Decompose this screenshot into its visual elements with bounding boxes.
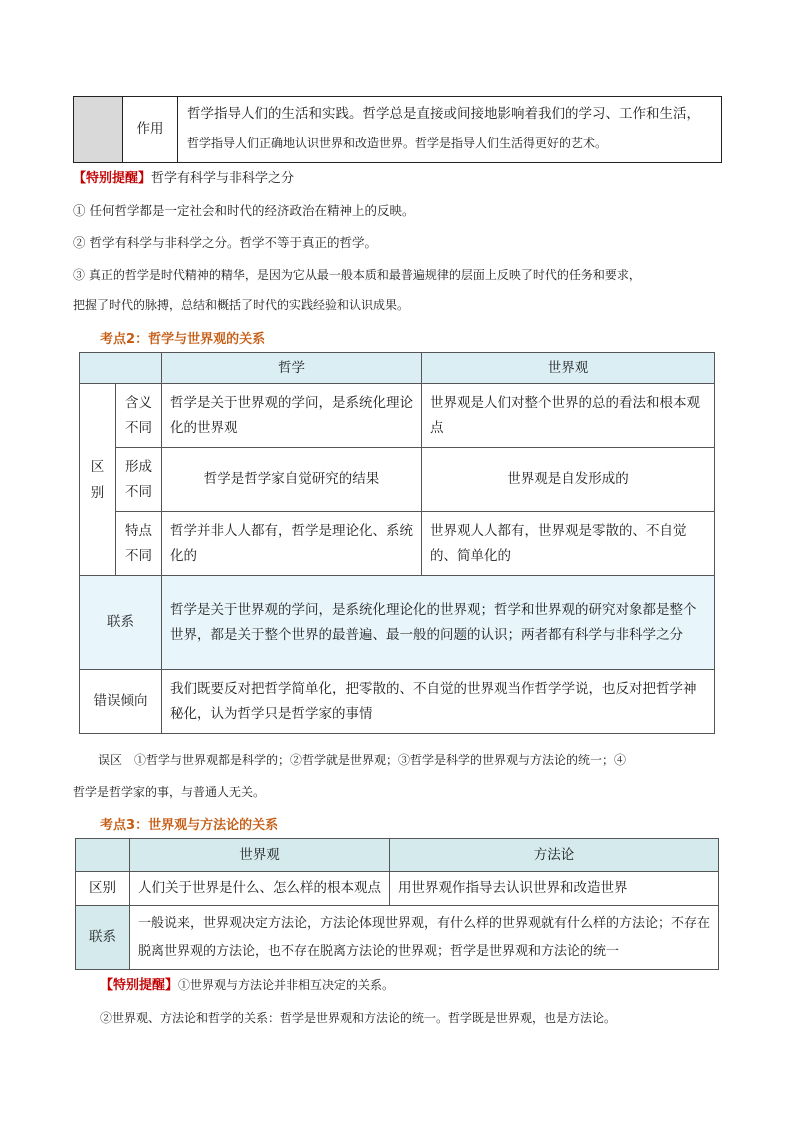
row-label-feature: 特点不同 <box>116 512 162 576</box>
cuowu-label: 错误倾向 <box>80 670 162 734</box>
lianxi-label: 联系 <box>80 576 162 670</box>
qubie-fangfalun: 用世界观作指导去认识世界和改造世界 <box>390 872 719 906</box>
qubie-label-3: 区别 <box>76 872 130 906</box>
function-text <box>178 97 722 163</box>
function-table <box>73 96 722 163</box>
header-shijieguan: 世界观 <box>422 353 715 384</box>
header-empty <box>80 353 162 384</box>
section-heading-2: 考点2：哲学与世界观的关系 <box>100 332 266 347</box>
row-label-meaning: 含义不同 <box>116 384 162 448</box>
function-label: 作用 <box>123 97 178 163</box>
formation-zhexue: 哲学是哲学家自觉研究的结果 <box>162 448 422 512</box>
header-fangfalun: 方法论 <box>390 839 719 872</box>
section-heading-3: 考点3：世界观与方法论的关系 <box>100 818 279 833</box>
function-line-1: 哲学指导人们的生活和实践。哲学总是直接或间接地影响着我们的学习、工作和生活， <box>187 106 700 122</box>
qubie-shijieguan: 人们关于世界是什么、怎么样的根本观点 <box>130 872 390 906</box>
feature-zhexue: 哲学并非人人都有，哲学是理论化、系统化的 <box>162 512 422 576</box>
formation-shijieguan: 世界观是自发形成的 <box>422 448 715 512</box>
worldview-methodology-table <box>75 838 719 970</box>
meaning-shijieguan: 世界观是人们对整个世界的总的看法和根本观点 <box>422 384 715 448</box>
tip1-item-2: ② 哲学有科学与非科学之分。哲学不等于真正的哲学。 <box>73 235 377 250</box>
header-empty-3 <box>76 839 130 872</box>
lianxi-label-3: 联系 <box>76 906 130 970</box>
meaning-zhexue: 哲学是关于世界观的学问，是系统化理论化的世界观 <box>162 384 422 448</box>
tip2-line-1: 【特别提醒】①世界观与方法论并非相互决定的关系。 <box>100 978 395 993</box>
function-line-2: 哲学指导人们正确地认识世界和改造世界。哲学是指导人们生活得更好的艺术。 <box>187 136 608 150</box>
cuowu-text: 我们既要反对把哲学简单化，把零散的、不自觉的世界观当作哲学学说，也反对把哲学神秘化，认为哲学只是哲学家的事情 <box>162 670 715 734</box>
row-label-formation: 形成不同 <box>116 448 162 512</box>
philosophy-worldview-table <box>79 352 715 734</box>
tip1-text: 哲学有科学与非科学之分 <box>151 171 295 186</box>
header-zhexue: 哲学 <box>162 353 422 384</box>
misconception-line-1: 误区 ①哲学与世界观都是科学的；②哲学就是世界观；③哲学是科学的世界观与方法论的统一；④ <box>98 753 627 767</box>
tip1-item-3: ③ 真正的哲学是时代精神的精华，是因为它从最一般本质和最普遍规律的层面上反映了时代的任务和要求， <box>73 268 641 282</box>
tip1-heading <box>73 169 294 189</box>
qubie-label: 区别 <box>80 384 116 576</box>
header-shijieguan-3: 世界观 <box>130 839 390 872</box>
feature-shijieguan: 世界观人人都有，世界观是零散的、不自觉的、简单化的 <box>422 512 715 576</box>
grey-cell <box>74 97 123 163</box>
lianxi-text: 哲学是关于世界观的学问，是系统化理论化的世界观；哲学和世界观的研究对象都是整个世界，都是关于整个世界的最普遍、最一般的问题的认识；两者都有科学与非科学之分 <box>162 576 715 670</box>
tip1-item-1: ① 任何哲学都是一定社会和时代的经济政治在精神上的反映。 <box>73 203 415 218</box>
tip2-line-2: ②世界观、方法论和哲学的关系：哲学是世界观和方法论的统一。哲学既是世界观，也是方法论。 <box>100 1011 617 1025</box>
misconception-line-2: 哲学是哲学家的事，与普通人无关。 <box>73 785 266 799</box>
lianxi-text-3: 一般说来，世界观决定方法论，方法论体现世界观，有什么样的世界观就有什么样的方法论；不存在脱离世界观的方法论，也不存在脱离方法论的世界观；哲学是世界观和方法论的统一 <box>130 906 719 970</box>
tip1-tag: 【特别提醒】 <box>73 171 152 186</box>
tip1-item-3-cont: 把握了时代的脉搏，总结和概括了时代的实践经验和认识成果。 <box>73 298 410 312</box>
